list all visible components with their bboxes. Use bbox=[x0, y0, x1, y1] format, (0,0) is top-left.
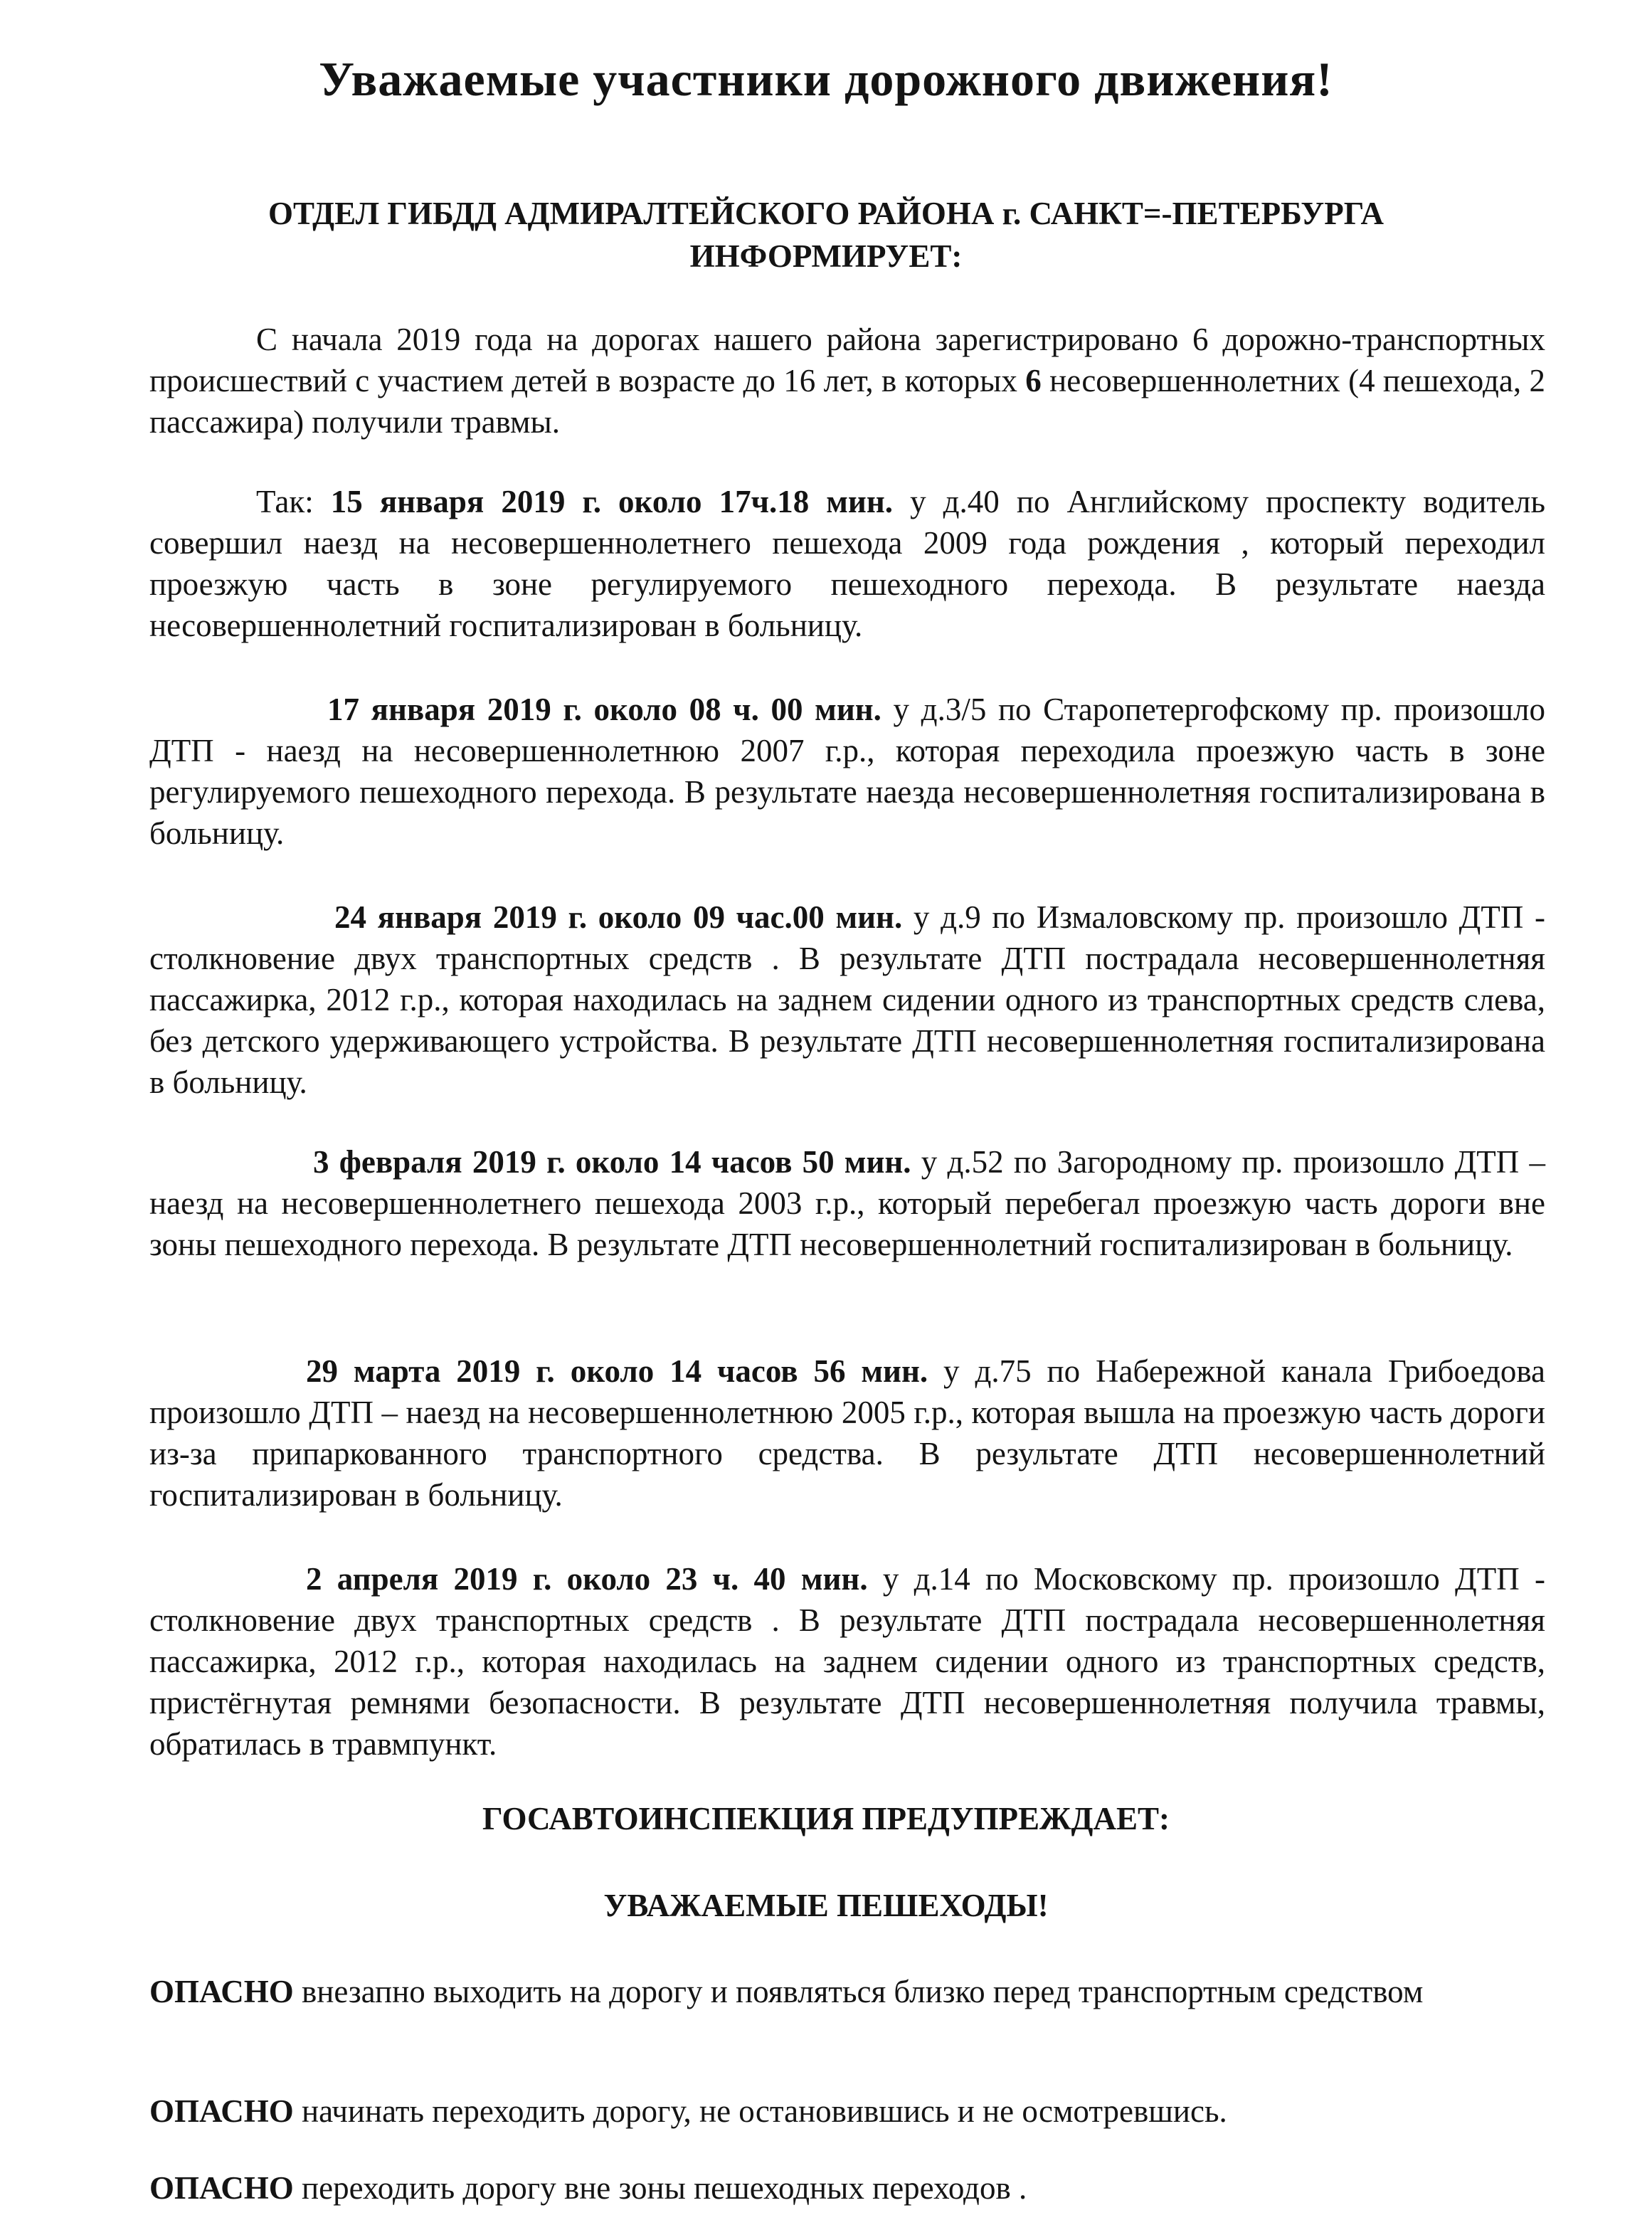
incident-datetime: 3 февраля 2019 г. около 14 часов 50 мин. bbox=[313, 1144, 911, 1180]
warning-keyword: ОПАСНО bbox=[149, 2093, 294, 2129]
page-title: Уважаемые участники дорожного движения! bbox=[319, 52, 1333, 106]
warning-text: начинать переходить дорогу, не остановившись и не осмотревшись. bbox=[293, 2093, 1227, 2129]
incident-text: у д.14 по Московскому пр. произошло ДТП - столкновение двух транспортных средств . В результате ДТП пострадала несовершеннолетняя пассажирка, 2012 г.р., которая находилась на заднем сидении одного из транспортных средств, пристёгнутая ремнями безопасности. В результате ДТП несовершеннолетняя получила травмы, обратилась в травмпункт. bbox=[149, 1561, 1545, 1762]
incident-paragraph bbox=[149, 1141, 1545, 1265]
incident-datetime: 15 января 2019 г. около 17ч.18 мин. bbox=[330, 484, 894, 519]
incident-text: у д.52 по Загородному пр. произошло ДТП – наезд на несовершеннолетнего пешехода 2003 г.р., который перебегал проезжую часть дороги вне зоны пешеходного перехода. В результате ДТП несовершеннолетний госпитализирован в больницу. bbox=[149, 1144, 1545, 1262]
warning-keyword: ОПАСНО bbox=[149, 1974, 294, 2009]
warning-item bbox=[149, 1971, 1545, 2012]
department-heading-line2: ИНФОРМИРУЕТ: bbox=[689, 238, 963, 274]
incident-datetime: 2 апреля 2019 г. около 23 ч. 40 мин. bbox=[306, 1561, 868, 1597]
incident-paragraph bbox=[149, 1558, 1545, 1765]
incident-paragraph bbox=[149, 481, 1545, 646]
warning-keyword: ОПАСНО bbox=[149, 2170, 294, 2206]
intro-count: 6 bbox=[1025, 363, 1042, 398]
incident-datetime: 24 января 2019 г. около 09 час.00 мин. bbox=[334, 899, 903, 935]
pedestrians-heading: УВАЖАЕМЫЕ ПЕШЕХОДЫ! bbox=[603, 1888, 1049, 1923]
incident-text: у д.9 по Измаловскому пр. произошло ДТП - столкновение двух транспортных средств . В результате ДТП пострадала несовершеннолетняя пассажирка, 2012 г.р., которая находилась на заднем сидении одного из транспортных средств слева, без детского удерживающего устройства. В результате ДТП несовершеннолетняя госпитализирована в больницу. bbox=[149, 899, 1546, 1100]
department-heading bbox=[114, 192, 1538, 278]
incident-text: у д.75 по Набережной канала Грибоедова произошло ДТП – наезд на несовершеннолетнюю 2005 г.р., которая вышла на проезжую часть дороги из-за припаркованного транспортного средства. В результате ДТП несовершеннолетний госпитализирован в больницу. bbox=[149, 1353, 1545, 1513]
warning-item bbox=[149, 2090, 1545, 2132]
warning-heading: ГОСАВТОИНСПЕКЦИЯ ПРЕДУПРЕЖДАЕТ: bbox=[482, 1801, 1170, 1836]
incident-paragraph bbox=[149, 1350, 1545, 1516]
department-heading-line1: ОТДЕЛ ГИБДД АДМИРАЛТЕЙСКОГО РАЙОНА г. САНКТ=-ПЕТЕРБУРГА bbox=[268, 196, 1384, 231]
intro-text-b: несовершеннолетних (4 пешехода, 2 пассажира) получили травмы. bbox=[149, 363, 1545, 440]
intro-paragraph bbox=[149, 319, 1545, 443]
intro-text-a: С начала 2019 года на дорогах нашего района зарегистрировано 6 дорожно-транспортных происшествий с участием детей в возрасте до 16 лет, в которых bbox=[149, 322, 1545, 398]
warning-text: переходить дорогу вне зоны пешеходных переходов . bbox=[293, 2170, 1027, 2206]
incident-text: у д.40 по Английскому проспекту водитель совершил наезд на несовершеннолетнего пешехода 2009 года рождения , который переходил проезжую часть в зоне регулируемого пешеходного перехода. В результате наезда несовершеннолетний госпитализирован в больницу. bbox=[149, 484, 1545, 643]
incident-prefix: Так: bbox=[256, 484, 331, 519]
warning-text: внезапно выходить на дорогу и появляться близко перед транспортным средством bbox=[293, 1974, 1424, 2009]
incident-text: у д.3/5 по Старопетергофскому пр. произошло ДТП - наезд на несовершеннолетнюю 2007 г.р., которая переходила проезжую часть в зоне регулируемого пешеходного перехода. В результате наезда несовершеннолетняя госпитализирована в больницу. bbox=[149, 692, 1545, 851]
incident-datetime: 17 января 2019 г. около 08 ч. 00 мин. bbox=[327, 692, 881, 727]
incident-datetime: 29 марта 2019 г. около 14 часов 56 мин. bbox=[306, 1353, 928, 1389]
incident-paragraph bbox=[149, 689, 1545, 854]
incident-paragraph bbox=[149, 897, 1545, 1103]
warning-item bbox=[149, 2167, 1545, 2209]
